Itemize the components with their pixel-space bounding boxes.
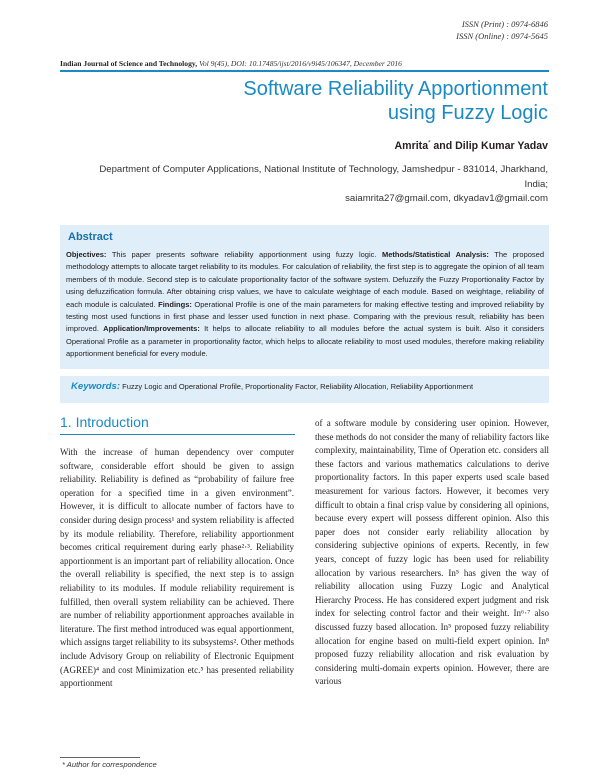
methods-text: The proposed methodology attempts to allocate target reliability to its modules. For calculation of reliability, the first step is to aggregate the opinion of all team members of th module. Second step is to calculate proportionality factor of the software system. Defuzzify the Fuzzy Proportionality Factor by using defuzzification formula. After obtaining crisp values, we have to calculate weightage of each module. Based on weightage, reliability of each module is calculated.: [66, 250, 545, 309]
correspondence-mark: *: [428, 140, 431, 147]
objectives-text: This paper presents software reliability apportionment using fuzzy logic.: [106, 250, 382, 259]
objectives-label: Objectives:: [66, 250, 107, 259]
abstract-body: [66, 249, 544, 361]
title-line-2: using Fuzzy Logic: [387, 102, 548, 124]
findings-text: Operational Profile is one of the main parameters for making effective testing and improved reliability by testing most used functions in first phase and lesser used function in next phase. Comparing with the previous result, reliability has been improved.: [66, 299, 545, 334]
keywords-label: Keywords:: [71, 381, 121, 392]
intro-column-right: of a software module by considering user opinion. However, these methods do not consider the many of reliability factors like complexity, maintainability, Time of Operation etc. considers all these factors and various mathematics calculations to derive proportionality factors. In this paper experts used scale based measurement for various factors. However, it becomes very difficult to obtain a final crisp value by considering all opinions, because every expert will possess different opinion. Also this paper does not consider early reliability allocation by considering subjective opinions of experts. Recently, in few years, concept of fuzzy logic has been used for reliability allocation by various researchers. In⁵ has given the way of reliability allocation using Fuzzy Logic and Analytical Hierarchy Process. He has considered expert judgment and risk index for selecting control factor and their weight. In⁶·⁷ also discussed fuzzy based allocation. In⁵ proposed fuzzy reliability allocation for engine based on multi-field expert opinion. In⁸ proposed fuzzy reliability allocation and risk evaluation by considering multi-domain experts opinion. However, there are various: [315, 418, 549, 687]
introduction-heading: 1. Introduction: [60, 414, 295, 435]
keywords: [71, 382, 541, 393]
affiliation: [78, 163, 548, 207]
application-text: It helps to allocate reliability to all modules before the actual system is built. Also it considers Operational Profile as a parameter in proportionality factor, which helps to allocate reliability to most used modules, therefore making reliability apportionment beneficial for every module.: [66, 324, 545, 359]
footnote: * Author for correspondence: [62, 760, 157, 769]
footnote-rule: [60, 757, 140, 758]
author-emails: saiamrita27@gmail.com, dkyadav1@gmail.com: [345, 193, 548, 204]
title-line-1: Software Reliability Apportionment: [243, 78, 548, 100]
issn-online: ISSN (Online) : 0974-5645: [456, 31, 548, 41]
issn-print: ISSN (Print) : 0974-6846: [461, 19, 548, 29]
application-label: Application/Improvements:: [103, 324, 200, 334]
keywords-text: Fuzzy Logic and Operational Profile, Proportionality Factor, Reliability Allocation, Reliability Apportionment: [120, 382, 474, 391]
methods-label: Methods/Statistical Analysis:: [381, 250, 489, 259]
intro-column-left: With the increase of human dependency over computer software, considerable effort should be given to assign reliability. Reliability is defined as “probability of failure free operation for a specified time in a given environment”. However, it is difficult to allocate number of factors have to consider during design process¹ and system reliability is affected by its module reliability. Therefore, reliability apportionment becomes critical requirement during early phase²·³. Reliability apportionment is an important part of reliability allocation. Once the overall reliability is specified, the next step is to assign reliability to its modules. If module reliability requirement is fulfilled, then overall system reliability can be achieved. There are number of reliability apportionment approaches available in literature. The first method introduced was equal apportionment, which assigns target reliability to its subsystems². Other methods include Advisory Group on reliability of Electronic Equipment (AGREE)⁴ and cost Minimization etc.⁵ has presented reliability apportionment: [60, 447, 294, 689]
authors: [395, 140, 548, 152]
affiliation-address: Department of Computer Applications, National Institute of Technology, Jamshedpur - 831014, Jharkhand, India;: [99, 164, 548, 190]
findings-label: Findings:: [158, 299, 192, 309]
author-2: and Dilip Kumar Yadav: [430, 140, 548, 152]
paper-title: [128, 77, 548, 125]
header-rule: [60, 70, 549, 72]
journal-citation: [60, 59, 402, 68]
journal-details: Vol 9(45), DOI: 10.17485/ijst/2016/v9i45/106347, December 2016: [199, 59, 402, 68]
journal-name: Indian Journal of Science and Technology,: [60, 59, 198, 68]
abstract-heading: Abstract: [68, 231, 113, 243]
author-1: Amrita: [394, 140, 429, 152]
